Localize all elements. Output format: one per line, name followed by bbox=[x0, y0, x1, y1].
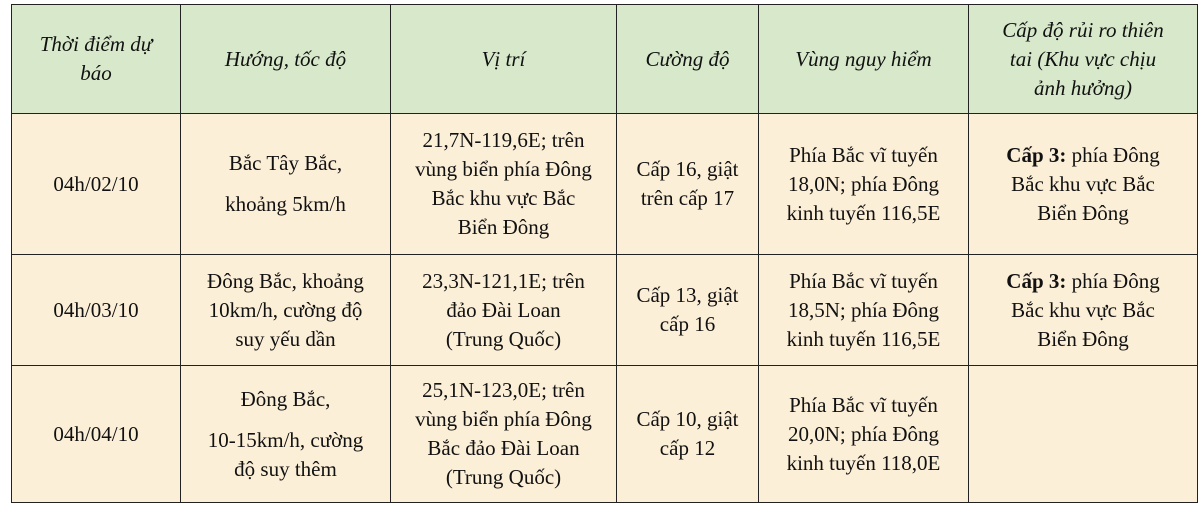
header-danger-zone bbox=[759, 5, 969, 114]
cell-danger-zone bbox=[759, 366, 969, 503]
cell-text: suy yếu dần bbox=[235, 326, 336, 351]
header-position bbox=[391, 5, 617, 114]
cell-text: (Trung Quốc) bbox=[445, 465, 562, 489]
cell-text: trên cấp 17 bbox=[640, 186, 735, 210]
header-risk-level bbox=[969, 5, 1198, 114]
cell-direction bbox=[181, 366, 391, 503]
table-row bbox=[12, 114, 1198, 255]
cell-text: 21,7N-119,6E; trên bbox=[422, 128, 585, 152]
cell-text: 23,3N-121,1E; trên bbox=[422, 268, 585, 293]
cell-text: Phía Bắc vĩ tuyến bbox=[789, 142, 938, 167]
table-row bbox=[12, 366, 1198, 503]
cell-text: vùng biển phía Đông bbox=[415, 407, 592, 431]
cell-text: 10-15km/h, cường bbox=[207, 427, 364, 452]
risk-area-text: phía Đông bbox=[1066, 268, 1160, 293]
cell-text: kinh tuyến 118,0E bbox=[786, 450, 941, 475]
cell-text: (Trung Quốc) bbox=[445, 326, 562, 351]
cell-text: Phía Bắc vĩ tuyến bbox=[789, 392, 938, 417]
cell-text: 20,0N; phía Đông bbox=[787, 421, 940, 446]
header-text: tai (Khu vực chịu bbox=[1009, 46, 1157, 71]
cell-direction bbox=[181, 255, 391, 366]
header-text: Hướng, tốc độ bbox=[224, 46, 347, 71]
cell-text bbox=[977, 267, 1189, 296]
storm-forecast-table bbox=[11, 4, 1198, 503]
cell-text: Cấp 13, giật bbox=[636, 283, 739, 307]
header-text: Cường độ bbox=[645, 46, 730, 71]
forecast-table-container bbox=[11, 4, 1197, 498]
cell-text: 04h/02/10 bbox=[53, 171, 139, 196]
header-row bbox=[12, 5, 1198, 114]
header-direction-speed bbox=[181, 5, 391, 114]
cell-danger-zone bbox=[759, 255, 969, 366]
risk-level-label: Cấp 3: bbox=[1006, 268, 1067, 293]
cell-text: 25,1N-123,0E; trên bbox=[422, 378, 585, 402]
cell-text: kinh tuyến 116,5E bbox=[786, 200, 941, 225]
cell-intensity bbox=[617, 114, 759, 255]
cell-risk-level bbox=[969, 366, 1198, 503]
cell-text: Bắc Tây Bắc, bbox=[228, 151, 343, 175]
cell-text: Biển Đông bbox=[1037, 326, 1129, 351]
cell-intensity bbox=[617, 366, 759, 503]
cell-text: đảo Đài Loan bbox=[446, 297, 561, 322]
header-text: Vị trí bbox=[481, 46, 526, 71]
cell-text: Cấp 16, giật bbox=[636, 157, 739, 181]
cell-position bbox=[391, 255, 617, 366]
cell-text bbox=[977, 141, 1189, 170]
cell-risk-level bbox=[969, 255, 1198, 366]
cell-text: khoảng 5km/h bbox=[225, 192, 346, 216]
cell-time bbox=[12, 114, 181, 255]
cell-text: cấp 12 bbox=[659, 436, 716, 460]
cell-position bbox=[391, 114, 617, 255]
cell-text: vùng biển phía Đông bbox=[415, 157, 592, 181]
cell-text: 04h/03/10 bbox=[53, 297, 139, 322]
cell-text: Bắc khu vực Bắc bbox=[1011, 171, 1155, 196]
table-row bbox=[12, 255, 1198, 366]
cell-text: Phía Bắc vĩ tuyến bbox=[789, 268, 938, 293]
header-text: Vùng nguy hiểm bbox=[795, 46, 932, 71]
cell-text: Bắc khu vực Bắc bbox=[1011, 297, 1155, 322]
cell-text: cấp 16 bbox=[659, 312, 716, 336]
cell-time bbox=[12, 255, 181, 366]
header-forecast-time bbox=[12, 5, 181, 114]
cell-text: 18,5N; phía Đông bbox=[787, 297, 940, 322]
header-text: Thời điểm dự bbox=[39, 32, 153, 56]
cell-intensity bbox=[617, 255, 759, 366]
cell-text: kinh tuyến 116,5E bbox=[786, 326, 941, 351]
header-text: Cấp độ rủi ro thiên bbox=[1002, 17, 1164, 42]
cell-text: Bắc khu vực Bắc bbox=[431, 186, 576, 210]
cell-text: Đông Bắc, khoảng bbox=[207, 268, 364, 293]
cell-position bbox=[391, 366, 617, 503]
header-text: báo bbox=[80, 61, 112, 85]
cell-text: 10km/h, cường độ bbox=[208, 297, 363, 322]
risk-area-text: phía Đông bbox=[1066, 142, 1160, 167]
cell-text: Bắc đảo Đài Loan bbox=[427, 436, 580, 460]
cell-risk-level bbox=[969, 114, 1198, 255]
cell-text: 18,0N; phía Đông bbox=[787, 171, 940, 196]
cell-text: Cấp 10, giật bbox=[636, 407, 739, 431]
header-intensity bbox=[617, 5, 759, 114]
header-text: ảnh hưởng) bbox=[1034, 75, 1132, 100]
cell-text: độ suy thêm bbox=[234, 456, 337, 481]
risk-level-label: Cấp 3: bbox=[1006, 142, 1067, 167]
cell-time bbox=[12, 366, 181, 503]
cell-direction bbox=[181, 114, 391, 255]
cell-text: Biển Đông bbox=[457, 215, 550, 239]
cell-text: 04h/04/10 bbox=[53, 421, 139, 446]
cell-text: Biển Đông bbox=[1037, 200, 1129, 225]
cell-danger-zone bbox=[759, 114, 969, 255]
cell-text: Đông Bắc, bbox=[240, 386, 331, 411]
